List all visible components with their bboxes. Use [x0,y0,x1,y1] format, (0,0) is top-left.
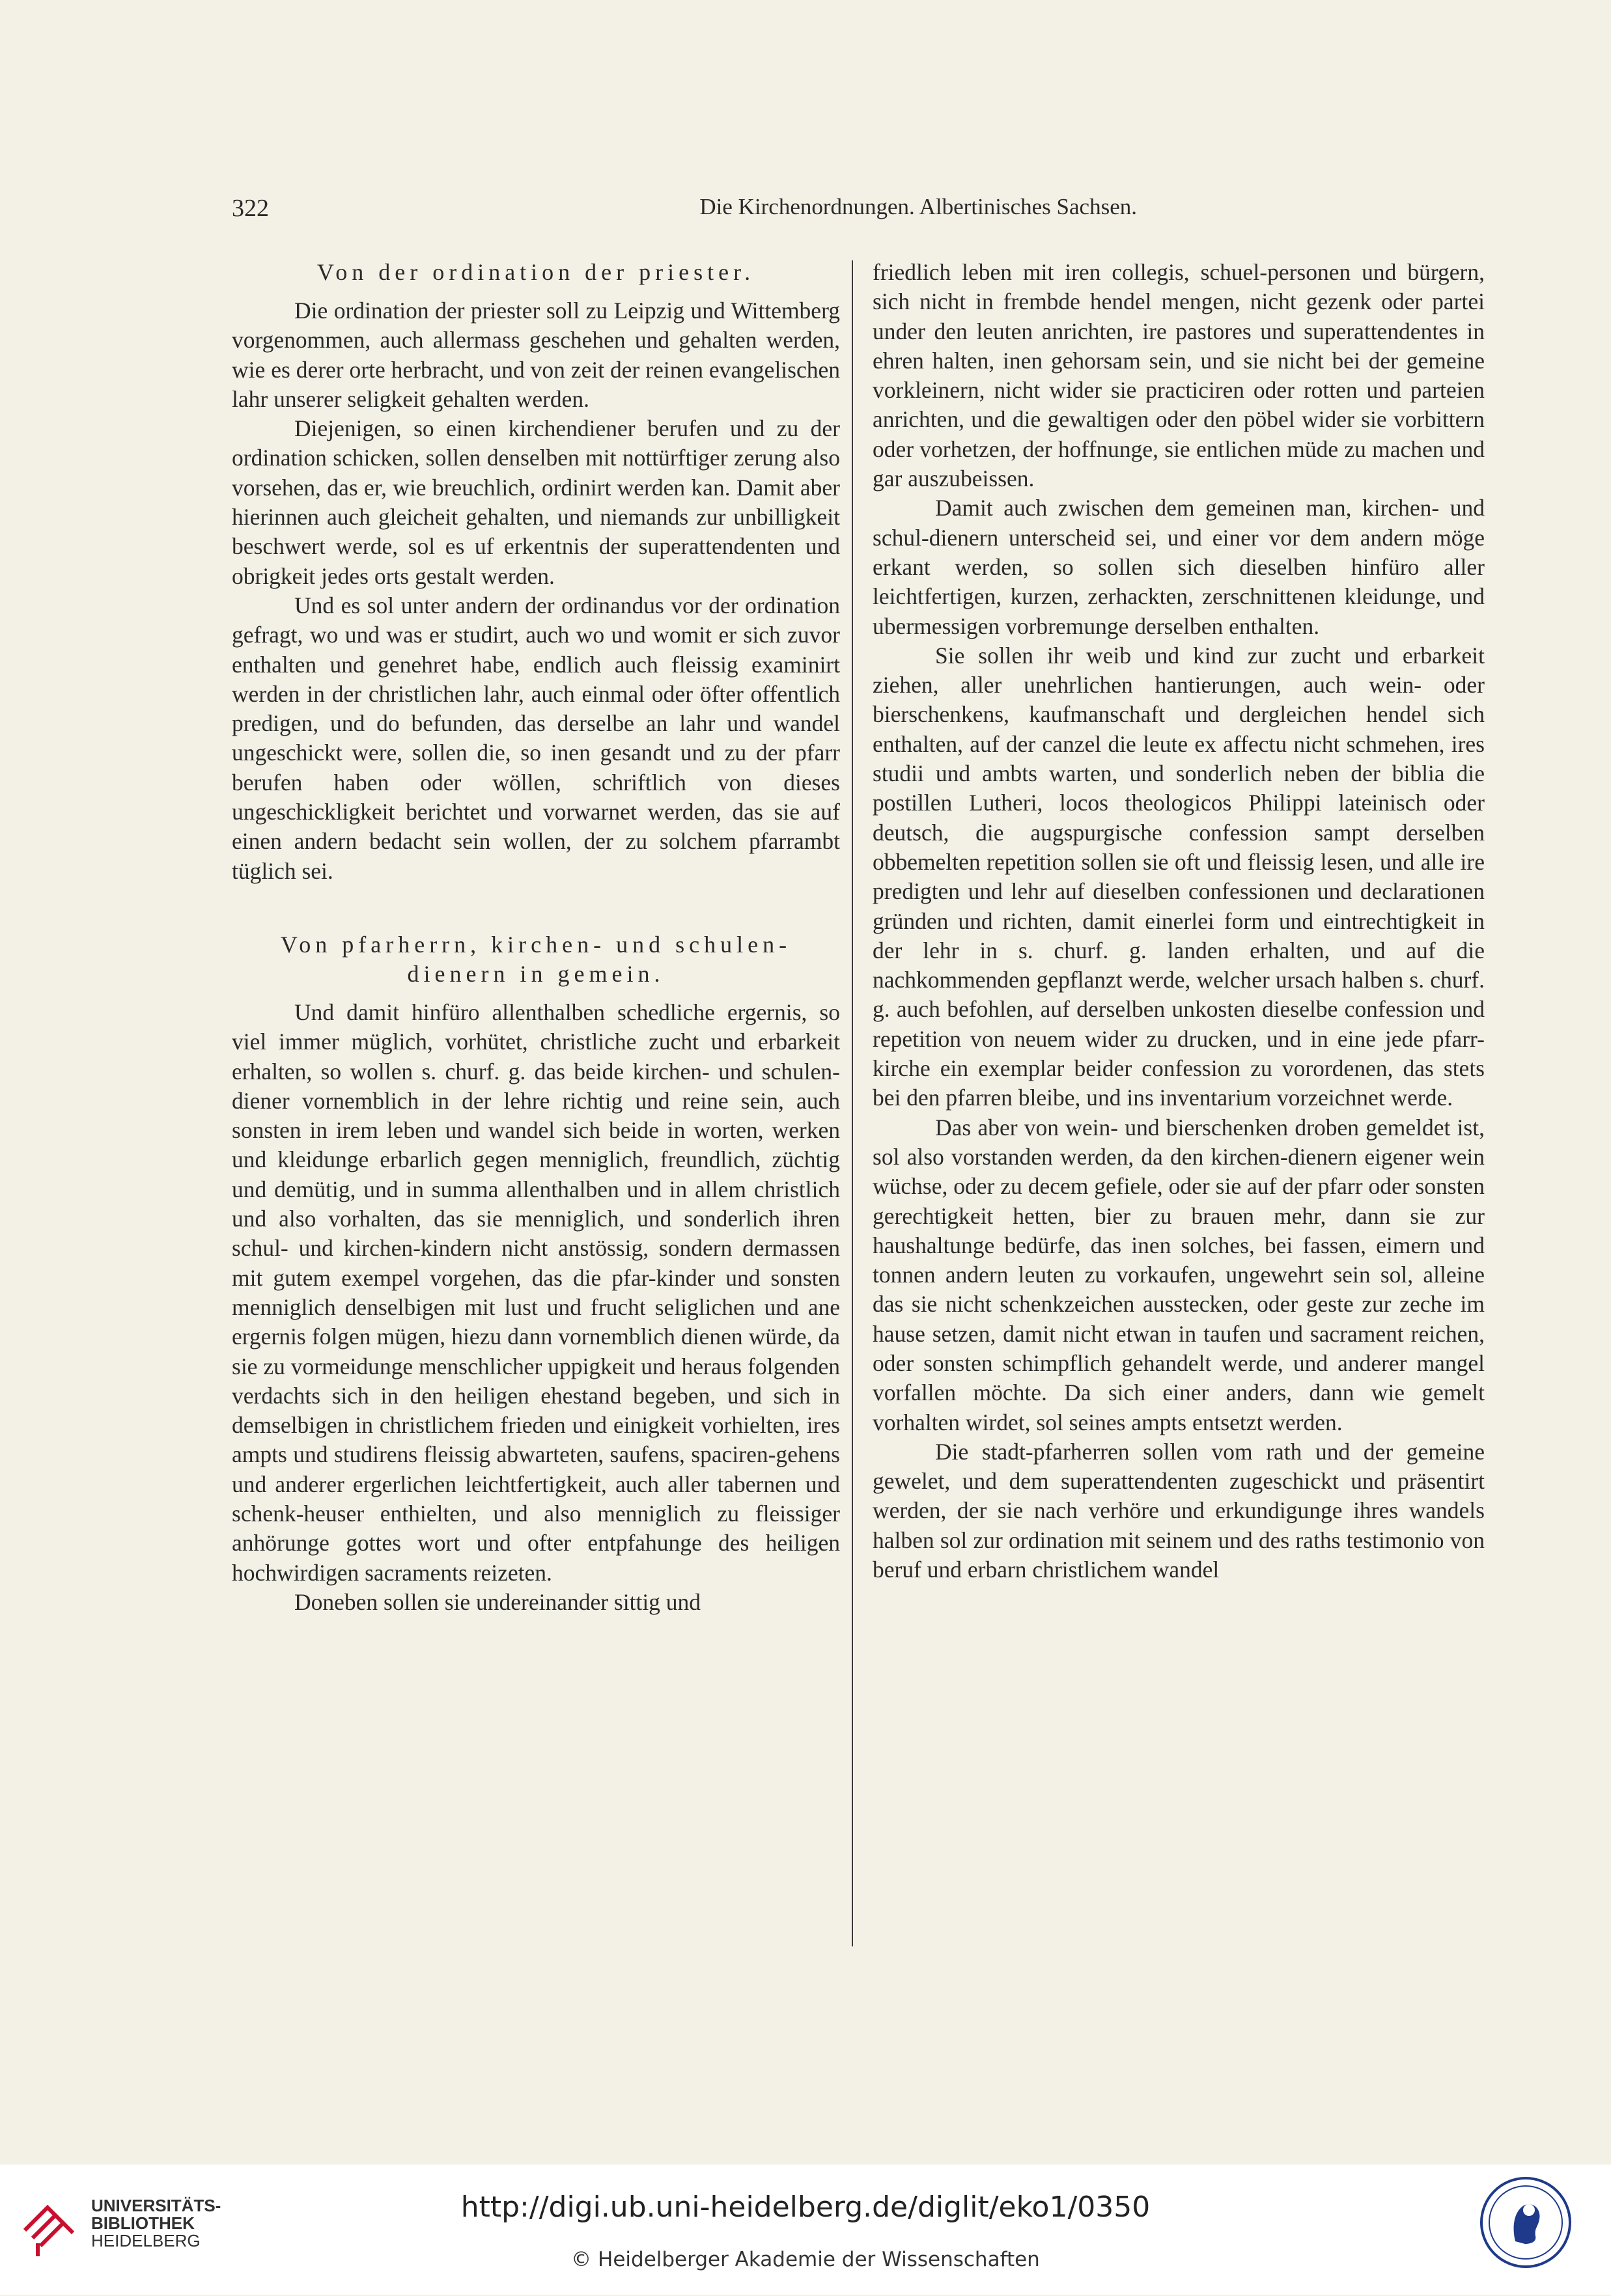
paragraph: Sie sollen ihr weib und kind zur zucht und erbarkeit ziehen, aller unehrlichen hantierungen, auch wein- oder bierschenkens, kaufmanschaft und dergleichen hendel sich enthalten, auf der canzel die leute ex affectu nicht schmehen, ires studii und ambts warten, und sonderlich neben der biblia die postillen Lutheri, locos theologicos Philippi lateinisch oder deutsch, die augspurgische confession sampt derselben obbemelten repetition sollen sie oft und fleissig lesen, und alle ire predigten und lehr auf dieselben confessionen und declarationen gründen und richten, damit einerlei form und eintrechtigkeit in der lehr in s. churf. g. landen erhalten, und auf die nachkommenden gepflanzt werde, welcher ursach halben s. churf. g. auch befohlen, auf derselben unkosten dieselbe confession und repetition von neuem wider zu drucken, und in eine jede pfarr-kirche ein exemplar beider confession zu vorordenen, das stets bei den pfarren bleibe, und ins inventarium vorzeichnet werde. [873,642,1485,1111]
running-head [232,194,1137,233]
column-rule [852,260,853,1946]
source-url-link[interactable]: http://digi.ub.uni-heidelberg.de/diglit/eko1/0350 [460,2191,1151,2224]
left-column [232,258,840,1617]
paragraph: Doneben sollen sie undereinander sittig und [294,1588,701,1615]
paragraph: Die stadt-pfarherren sollen vom rath und der gemeine gewelet, und dem superattendenten zugeschickt und präsentirt werden, der sie nach verhöre und erkundigunge ihres wandels halben sol zur ordination mit seinem und des raths testimonio von beruf und erbarn christlichem wandel [873,1438,1485,1583]
section-heading-ordination: Von der ordination der priester. [316,259,755,285]
right-column [873,258,1485,1584]
paragraph: Diejenigen, so einen kirchendiener berufen und zu der ordination schicken, sollen denselben mit nottürftiger zerung also vorsehen, das er, wie breuchlich, ordinirt werden kan. Damit aber hierinnen auch gleicheit gehalten, und niemands zur unbilligkeit beschwert werde, sol es uf erkentnis der superattendenten und obrigkeit jedes orts gestalt werden. [232,415,840,589]
academy-seal-icon [1479,2176,1572,2269]
section-heading-pfarherrn-line2: dienern in gemein. [407,960,665,987]
page-number: 322 [232,195,269,222]
paragraph: friedlich leben mit iren collegis, schuel-personen und bürgern, sich nicht in frembde hendel mengen, nicht gezenk oder partei under den leuten anrichten, ire pastores und superattendentes in ehren halten, inen gehorsam sein, und sie nicht bei der gemeine vorkleinern, nicht wider sie practiciren oder rotten und parteien anrichten, und die gewaltigen oder den pöbel wider sie vorbittern oder vorhetzen, der hoffnunge, sie entlichen müde zu machen und gar auszubeissen. [873,259,1485,492]
library-name-line3: HEIDELBERG [91,2231,201,2250]
copyright-notice: © Heidelberger Akademie der Wissenschaften [571,2248,1040,2271]
library-name-line2: BIBLIOTHEK [91,2213,195,2233]
section-heading-pfarherrn: Von pfarherrn, kirchen- und schulen- [280,931,792,958]
paragraph: Und es sol unter andern der ordinandus vor der ordination gefragt, wo und was er studirt, auch wo und womit er sich zuvor enthalten und genehret habe, endlich auch fleissig examinirt werden in der christlichen lahr, auch einmal oder öfter offentlich predigen, und do befunden, das derselbe an lahr und wandel ungeschickt were, sollen die, so inen gesandt und zu der pfarr berufen haben oder wöllen, schriftlich von dieses ungeschickligkeit berichtet und vorwarnet werden, das sie auf einen andern bedacht sein wollen, der zu solchem pfarrambt tüglich sei. [232,592,840,884]
paragraph: Und damit hinfüro allenthalben schedliche ergernis, so viel immer müglich, vorhütet, christliche zucht und erbarkeit erhalten, so wollen s. churf. g. das beide kirchen- und schulen-diener vornemblich in der lehre richtig und reine sein, auch sonsten in irem leben und wandel sich beide in worten, werken und kleidunge erbarlich gegen menniglich, freundlich, züchtig und demütig, und in summa allenthalben und in allem christlich und also vorhalten, das sie menniglich, und sonderlich ihren schul- und kirchen-kindern nicht anstössig, sondern dermassen mit gutem exempel vorgehen, das die pfar-kinder und sonsten menniglich denselbigen mit lust und frucht seliglichen und ane ergernis folgen mügen, hiezu dann vornemblich dienen würde, da sie zu vormeidunge menschlicher uppigkeit und heraus folgenden verdachts sich in den heiligen ehestand begeben, und sich in demselbigen in christlichem frieden und einigkeit vorhielten, ires ampts und studirens fleissig abwarteten, saufens, spaciren-gehens und anderer ergerlichen leichtfertigkeit, auch aller tabernen und schenk-heuser enthielten, und also menniglich zu fleissiger anhörunge gottes wort und ofter entpfahunge des heiligen hochwirdigen sacraments reizeten. [232,999,840,1586]
library-name-line1: UNIVERSITÄTS- [91,2196,221,2215]
footer [0,2165,1611,2295]
paragraph: Damit auch zwischen dem gemeinen man, kirchen- und schul-dienern unterscheid sei, und einer vor dem andern möge erkant werden, so sollen sich dieselben hinfüro aller leichtfertigen, kurzen, zerhackten, zerschnittenen kleidunge, und ubermessigen vorbremunge derselben enthalten. [873,495,1485,639]
paragraph: Das aber von wein- und bierschenken droben gemeldet ist, sol also vorstanden werden, da den kirchen-dienern eigener wein wüchse, oder zu decem gefiele, oder sie auf der pfarr oder sonsten gerechtigkeit hetten, bier zu brauen mehr, dann sie zur haushaltunge bedürfe, das inen solches, bei fassen, eimern und tonnen andern leuten zu vorkaufen, ungewehrt sein sol, alleine das sie nicht schenkzeichen ausstecken, oder geste zur zeche im hause setzen, damit nicht etwan in taufen und sacrament reichen, oder sonsten schimpflich gehandelt werde, und anderer mangel vorfallen möchte. Da sich einer anders, dann wie gemelt vorhalten wirdet, sol seines ampts entsetzt werden. [873,1114,1485,1435]
paragraph: Die ordination der priester soll zu Leipzig und Wittemberg vorgenommen, auch allermass geschehen und gehalten werden, wie es derer orte herbracht, und von zeit der reinen evangelischen lahr unserer seligkeit gehalten werden. [232,297,840,412]
running-title: Die Kirchenordnungen. Albertinisches Sachsen. [699,194,1137,219]
